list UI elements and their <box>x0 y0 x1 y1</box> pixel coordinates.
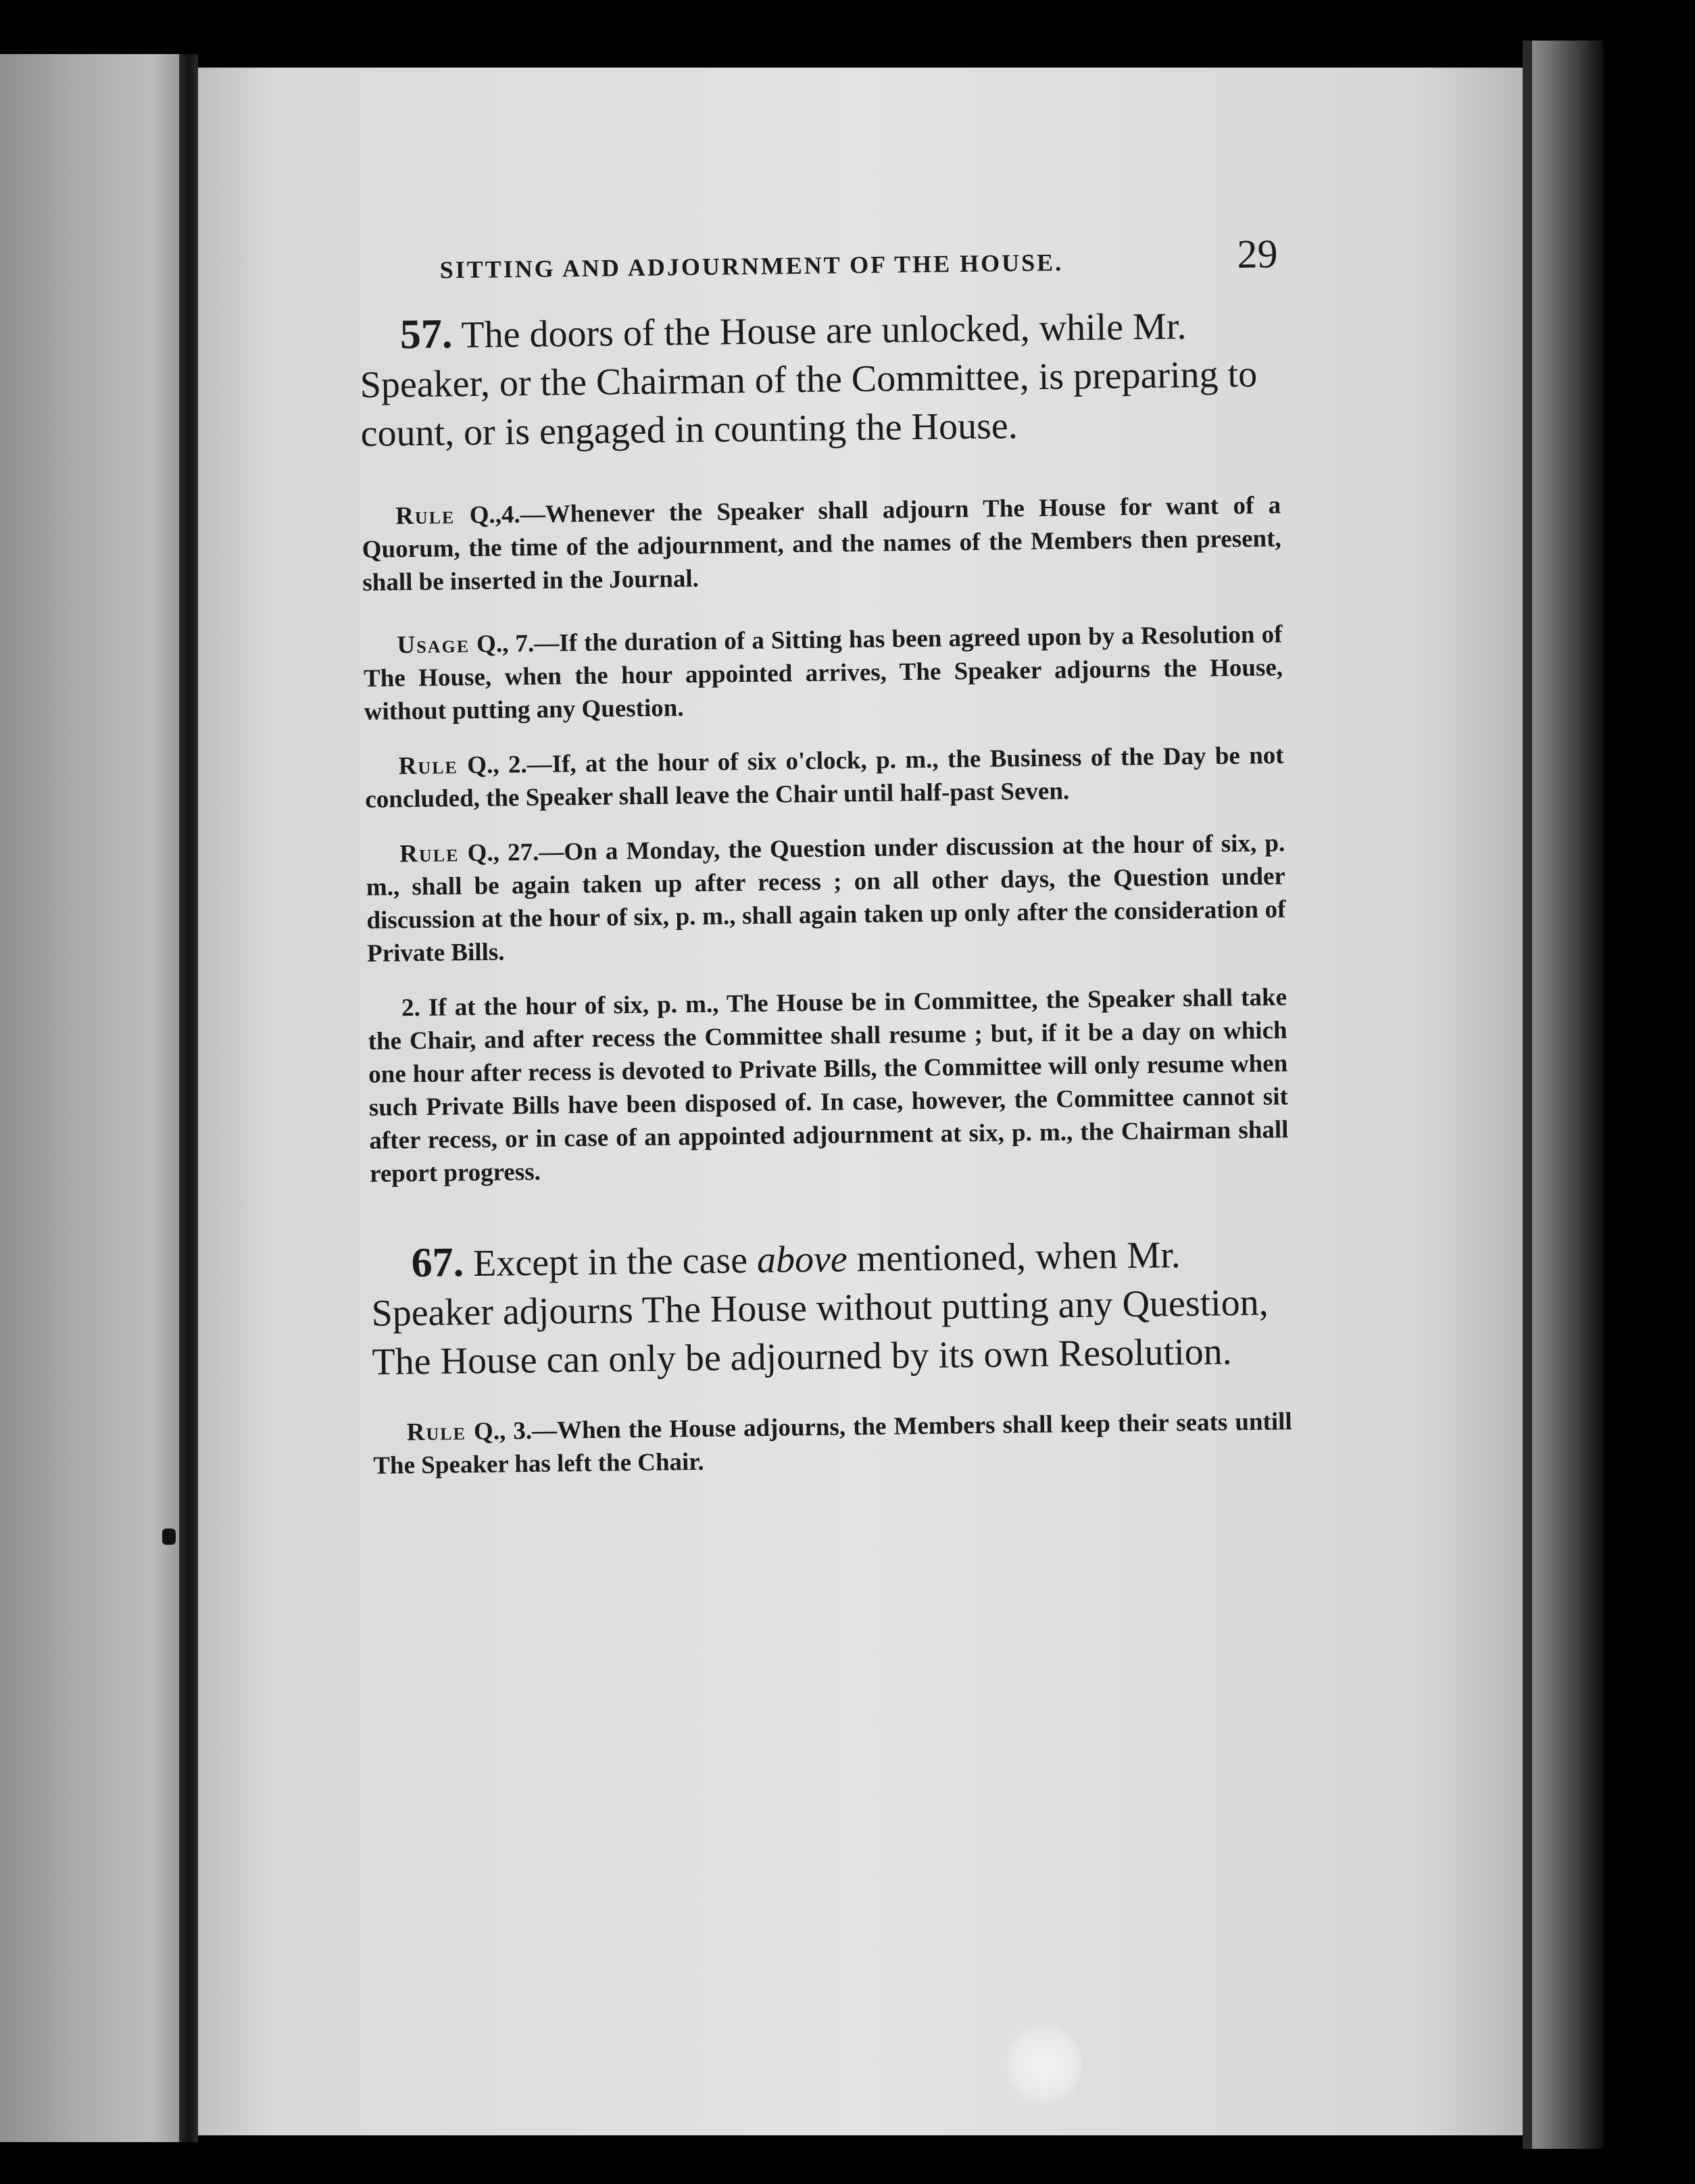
section-67-text-after: mentioned, when Mr. Speaker adjourns The House without putting any Question, The House can only be adjourned by its own Resolution. <box>371 1234 1269 1383</box>
page-number: 29 <box>1237 231 1278 277</box>
rule-label: Rule <box>398 751 459 780</box>
section-57-number: 57. <box>399 311 453 358</box>
rule-ref: Q., 7.— <box>476 629 560 658</box>
page-header <box>358 218 1278 304</box>
rule-q4 <box>362 489 1282 599</box>
rule-text: If, at the hour of six o'clock, p. m., the Business of the Day be not concluded, the Speaker shall leave the Chair until half-past Seven. <box>365 741 1284 814</box>
rule-label: Rule <box>399 839 460 868</box>
left-page-edge <box>0 54 179 2142</box>
binding-mark <box>162 1529 176 1545</box>
section-57 <box>359 299 1280 458</box>
rule-text: On a Monday, the Question under discussion at the hour of six, p. m., shall be again taken up after recess ; on all other days, the Question under discussion at the hour of six, p. m., shall again taken up only after the consideration of Private Bills. <box>366 829 1286 968</box>
rule-q2 <box>364 739 1284 816</box>
section-67-number: 67. <box>411 1239 464 1287</box>
section-67-emphasis: above <box>756 1238 848 1281</box>
book-gutter <box>179 54 198 2142</box>
rule-ref: Q.,4.— <box>469 500 545 530</box>
rule-q27 <box>366 826 1286 970</box>
rule-ref: Q., 27.— <box>467 838 564 868</box>
running-head: SITTING AND ADJOURNMENT OF THE HOUSE. <box>439 249 1064 284</box>
rule-label: Rule <box>395 501 456 530</box>
rule-text: If the duration of a Sitting has been agreed upon by a Resolution of The House, when the hour appointed arrives, The Speaker adjourns the House, without putting any Question. <box>363 620 1283 726</box>
rule-label: Usage <box>397 630 470 660</box>
rule-text: Whenever the Speaker shall adjourn The House for want of a Quorum, the time of the adjournment, and the names of the Members then present, shall be inserted in the Journal. <box>362 491 1281 597</box>
rule-text: When the House adjourns, the Members shall keep their seats untill The Speaker has left the Chair. <box>373 1408 1292 1480</box>
page-edge-shadow <box>1523 41 1532 2149</box>
rule-ref: Q., 2.— <box>467 750 552 780</box>
usage-q7 <box>363 618 1283 728</box>
paper-stain <box>1007 2020 1081 2108</box>
rule-label: Rule <box>406 1418 467 1447</box>
rule-ref: Q., 3.— <box>473 1416 558 1446</box>
section-67-text-before: Except in the case <box>472 1239 758 1285</box>
rule-q3 <box>372 1405 1292 1483</box>
section-57-text: The doors of the House are unlocked, while Mr. Speaker, or the Chairman of the Committee, is preparing to count, or is engaged in counting the House. <box>360 305 1258 455</box>
right-page-edges <box>1523 41 1604 2149</box>
section-67 <box>370 1228 1292 1387</box>
rule-q27-subsection-2: 2. If at the hour of six, p. m., The House be in Committee, the Speaker shall take the Chair, and after recess the Committee shall resume ; but, if it be a day on which one hour after recess is devoted to Private Bills, the Committee will only resume when such Private Bills have been disposed of. In case, however, the Committee cannot sit after recess, or in case of an appointed adjournment at six, p. m., the Chairman shall report progress. <box>368 983 1289 1188</box>
page-content <box>358 218 1293 1482</box>
